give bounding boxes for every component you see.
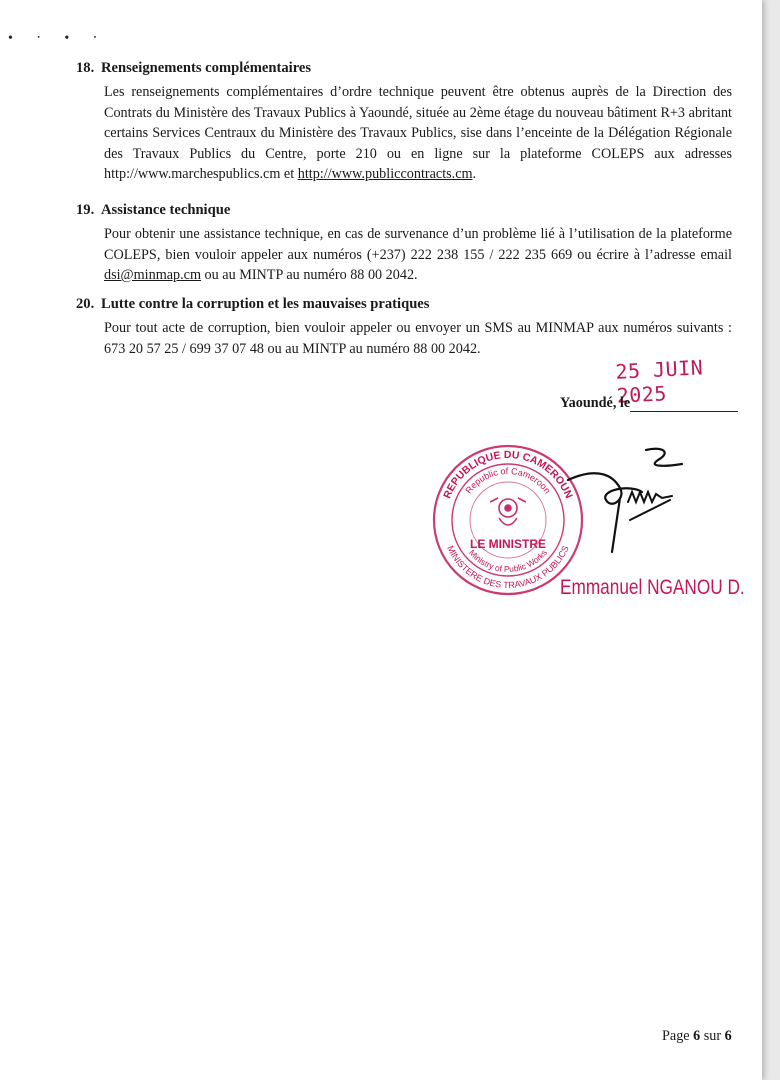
seal-inner-top: Republic of Cameroon xyxy=(463,465,553,496)
section-body: Les renseignements complémentaires d’ordre technique peuvent être obtenus auprès de la Direction des Contrats du Ministère des Travaux Publics à Yaoundé, située au 2ème étage du nouveau bâtiment R+3 abritant certains Services Centraux du Ministère des Travaux Publics, sise dans l’enceinte de la Délégation Régionale des Travaux Publics du Centre, porte 210 ou en ligne sur la plateforme COLEPS aux adresses http://www.marchespublics.cm et http://www.publiccontracts.cm. xyxy=(104,84,732,182)
section-title: 18. Renseignements complémentaires xyxy=(76,60,312,76)
seal-outer-top: REPUBLIQUE DU CAMEROUN xyxy=(441,448,575,501)
svg-text:Republic of Cameroon xyxy=(463,466,552,495)
publiccontracts-link[interactable]: http://www.publiccontracts.cm xyxy=(297,166,473,182)
date-blank xyxy=(630,397,738,412)
section-title: 19. Assistance technique xyxy=(76,202,231,218)
section-body: Pour tout acte de corruption, bien vouloir appeler ou envoyer un SMS au MINMAP aux numéros suivants : 673 20 57 25 / 699 37 07 48 ou au MINTP au numéro 88 00 2042. xyxy=(104,320,732,357)
signature-icon xyxy=(560,440,700,560)
seal-emblem-icon xyxy=(490,498,526,525)
date-stamp: 25 JUIN 2025 xyxy=(614,355,704,408)
scan-specks: • ‧ • ‧ xyxy=(8,31,108,46)
email-link[interactable]: dsi@minmap.cm xyxy=(104,267,201,283)
signer-name: Emmanuel NGANOU D. xyxy=(560,576,745,599)
section-body: Pour obtenir une assistance technique, en cas de survenance d’un problème lié à l’utilisation de la plateforme COLEPS, bien vouloir appeler aux numéros (+237) 222 238 155 / 222 235 669 ou écrire à l’adresse email dsi@minmap.cm ou au MINTP au numéro 88 00 2042. xyxy=(104,226,732,283)
seal-inner-bottom: Ministry of Public Works xyxy=(466,547,549,575)
section-18 xyxy=(76,58,732,185)
section-19 xyxy=(76,200,732,286)
page-number: Page 6 sur 6 xyxy=(662,1028,732,1044)
section-20 xyxy=(76,294,732,359)
seal-center: LE MINISTRE xyxy=(469,537,547,551)
section-title: 20. Lutte contre la corruption et les mauvaises pratiques xyxy=(76,296,430,312)
seal-outer-bottom: MINISTERE DES TRAVAUX PUBLICS xyxy=(445,543,571,591)
place-date-line: Yaoundé, le xyxy=(560,395,738,412)
svg-text:Ministry of Public Works xyxy=(467,547,549,574)
